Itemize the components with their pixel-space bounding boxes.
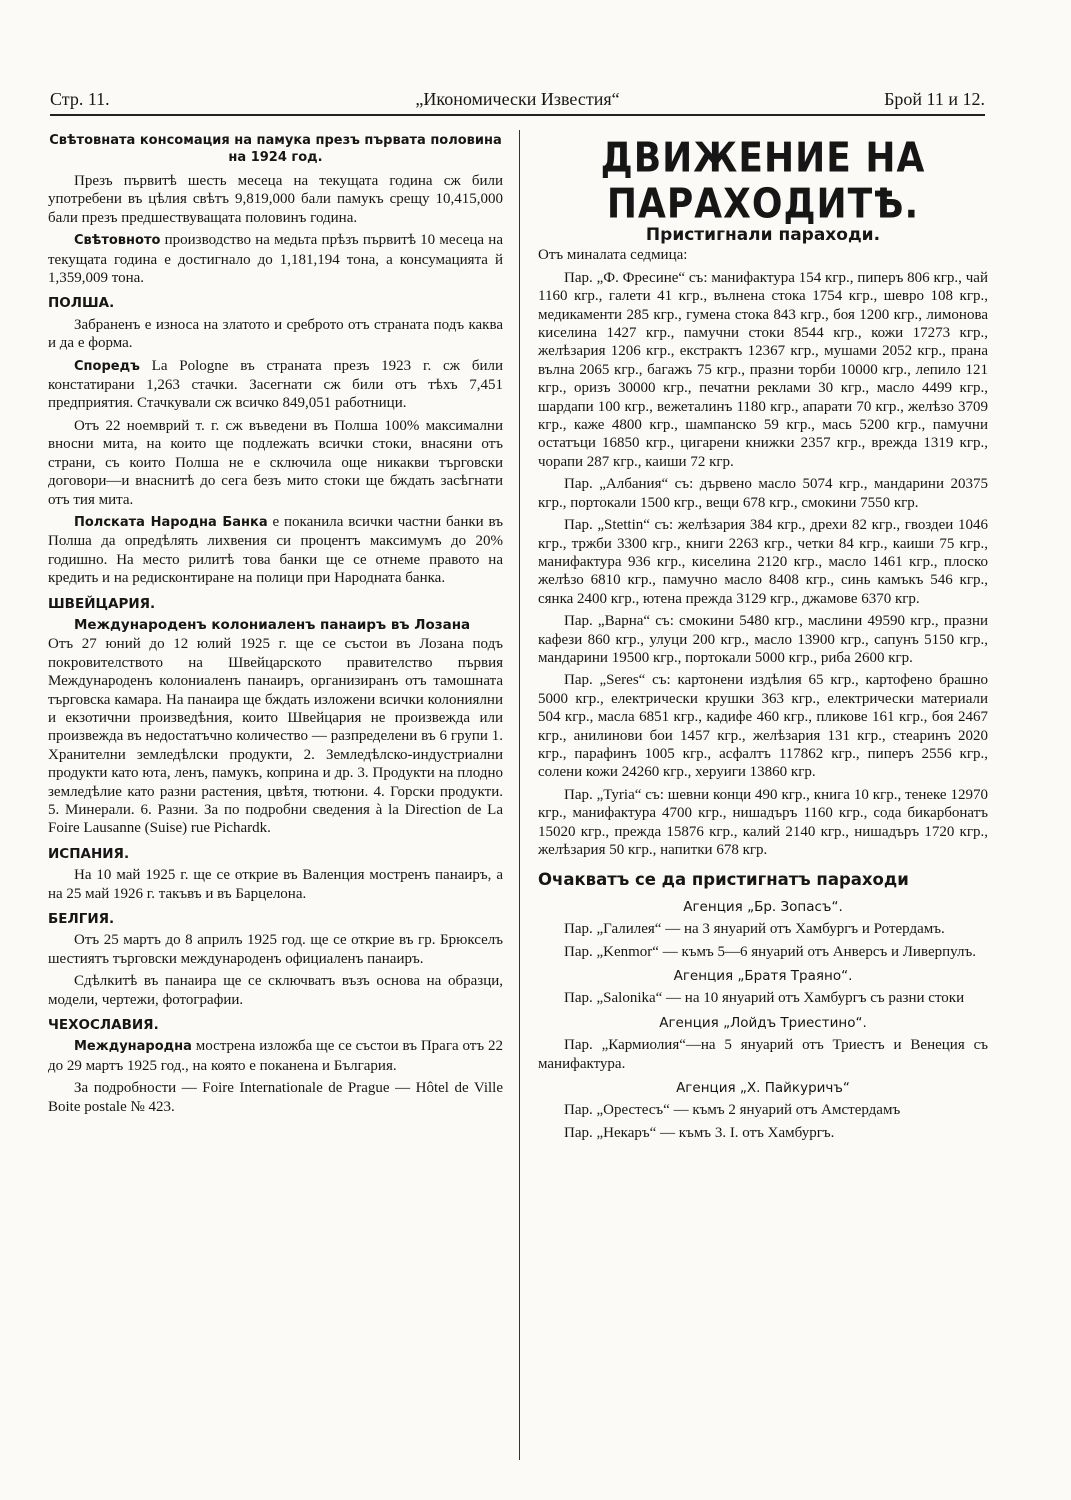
country-heading-poland: ПОЛША. [48,295,115,312]
poland-paragraph-1: Забраненъ е износа на златото и среброто отъ страната подъ каква и да е форма. [48,316,503,352]
copper-lead: Свѣтовното [74,233,161,249]
agency-heading-paykurich: Агенция „Х. Пайкуричъ“ [676,1080,850,1097]
poland-p2-lead: Споредъ [74,358,140,374]
country-heading-czechoslovakia: ЧЕХОСЛАВИЯ. [48,1017,159,1034]
poland-paragraph-4 [48,513,503,588]
page-header [50,84,985,116]
last-week-label: Отъ миналата седмица: [538,247,688,264]
belgium-paragraph-2: Сдѣлкитѣ въ панаира ще се сключватъ възъ основа на образци, модели, чертежи, фотографии. [48,973,503,1008]
expected-ships-heading: Очакватъ се да пристигнатъ параходи [538,870,909,890]
ship-entry-tyria: Пар. „Tyria“ съ: шевни конци 490 кгр., книга 10 кгр., тенеке 12970 кгр., манифактура 4700 кгр., нишадъръ 1160 кгр., сода бикарбонатъ 15020 кгр., прежда 15876 кгр., калий 2140 кгр., нишадъръ 1720 кгр., желѣзария 50 кгр., напитки 678 кгр. [538,786,988,858]
cotton-heading: Свѣтовната консомация на памука презъ първата половина на 1924 год. [49,133,502,165]
left-column [48,132,503,1470]
expected-ship-karmioliya: Пар. „Кармиолия“—на 5 януарий отъ Триестъ и Венеция съ манифактура. [538,1037,988,1072]
expected-ship-kenmor: Пар. „Kenmor“ — къмъ 5—6 януарий отъ Анверсъ и Ливерпулъ. [564,943,976,960]
ships-main-title: ДВИЖЕНИЕ НА ПАРАХОДИТѢ. [600,134,926,228]
poland-p4-text: е поканила всички частни банки въ Полша да опредѣлять лихвения си процентъ максимумъ до 20% годишно. На место рилитѣ това банки ще се отнеме правото на кредить и на редисконтиране на полици при Народната банка. [48,513,503,587]
ship-entry-stettin: Пар. „Stettin“ съ: желѣзария 384 кгр., дрехи 82 кгр., гвоздеи 1046 кгр., тржби 3300 кгр., книги 2263 кгр., четки 84 кгр., каиши 75 кгр., манифактура 936 кгр., киселина 2120 кгр., масло 1461 кгр., плоско желѣзо 6810 кгр., памучно масло 8408 кгр., синь камъкъ 546 кгр., сянка 2400 кгр., ютена прежда 3129 кгр., джамове 6370 кгр. [538,517,988,607]
newspaper-title: „Икономически Известия“ [415,89,620,109]
czech-paragraph [48,1037,503,1075]
column-divider [519,130,520,1460]
country-heading-belgium: БЕЛГИЯ. [48,911,115,928]
agency-heading-zopas: Агенция „Бр. Зопасъ“. [683,898,843,915]
arrived-ships-heading: Пристигнали параходи. [645,225,881,245]
swiss-fair-heading: Международенъ колониаленъ панаиръ въ Лозана [74,616,471,633]
page-number: Стр. 11. [50,89,110,109]
right-column [538,132,988,1470]
belgium-paragraph-1: Отъ 25 мартъ до 8 априлъ 1925 год. ще се открие въ гр. Брюкселъ шестиятъ търговски международенъ официаленъ панаиръ. [48,932,503,967]
copper-paragraph [48,231,503,287]
ship-entry-albania: Пар. „Албания“ съ: дървено масло 5074 кгр., мандарини 20375 кгр., портокали 1500 кгр., вещи 678 кгр., смокини 7550 кгр. [538,476,988,511]
cotton-paragraph: Презъ първитѣ шесть месеца на текущата година сж били употребени въ цѣлия свѣтъ 9,819,000 бали памукъ срещу 10,415,000 бали презъ предшествуващата половинъ година. [48,173,503,226]
czech-more-info: За подробности — Foire Internationale de Prague — Hôtel de Ville Boite postale № 423. [48,1080,503,1115]
issue-number: Брой 11 и 12. [884,89,985,109]
poland-p2-text: La Pologne въ страната презъ 1923 г. сж били констатирани 1,263 стачки. Засегнати сж били отъ тѣхъ 7,451 предприятия. Стачкували сж всичко 849,051 работници. [48,357,503,412]
czech-text: мострена изложба ще се състои въ Прага отъ 22 до 29 мартъ 1925 год., на която е поканена и България. [48,1038,503,1074]
expected-ship-galileya: Пар. „Галилея“ — на 3 януарий отъ Хамбургъ и Ротердамъ. [564,921,945,938]
agency-heading-trayano: Агенция „Братя Траяно“. [673,968,853,985]
ship-entry-seres: Пар. „Seres“ съ: картонени издѣлия 65 кгр., картофено брашно 5000 кгр., електрически крушки 363 кгр., електрически материали 504 кгр., масла 6851 кгр., кадифе 460 кгр., пликове 161 кгр., боя 2467 кгр., анилинови бои 1457 кгр., желѣзария 131 кгр., стеаринъ 2020 кгр., парафинъ 1005 кгр., асфалтъ 117862 кгр., пиперъ 2556 кгр., солени кожи 24260 кгр., херуиги 13860 кгр. [538,672,988,781]
agency-heading-lloyd: Агенция „Лойдъ Триестино“. [659,1014,867,1031]
expected-ship-nekar: Пар. „Некаръ“ — къмъ 3. I. отъ Хамбургъ. [564,1124,835,1141]
swiss-paragraph: Отъ 27 юний до 12 юлий 1925 г. ще се състои въ Лозана подъ покровителството на Швейцарското правителство първия Международенъ колониаленъ панаиръ, организиранъ отъ тамошната търговска камара. На панаира ще бждать изложени всички колониялни и екзотични произведѣния, които Швейцария не произвежда или произвежда въ недостатъчно количество — разпределени въ 6 групи 1. Хранителни земледѣлски продукти, 2. Земледѣлско-индустриални продукти като юта, ленъ, памукъ, коприна и др. 3. Продукти на плодно земледѣлие като разни растения, цвѣтя, тютюни. 4. Горски продукти. 5. Минерали. 6. Разни. За по подробни сведения à la Direction de La Foire Lausanne (Suise) rue Pichardk. [48,636,503,837]
expected-ship-salonika: Пар. „Salonika“ — на 10 януарий отъ Хамбургъ съ разни стоки [564,990,965,1007]
czech-lead: Международна [74,1039,192,1055]
ship-entry-fresine: Пар. „Ф. Фресине“ съ: манифактура 154 кгр., пиперъ 806 кгр., чай 1160 кгр., галети 41 кгр., вълнена стока 1754 кгр., шевро 108 кгр., медикаменти 285 кгр., гумена стока 843 кгр., боя 1200 кгр., лимонова киселина 1427 кгр., памучни стоки 8544 кгр., кожи 17273 кгр., желѣзария 1206 кгр., екстрактъ 12367 кгр., мушами 2052 кгр., прана вълна 2065 кгр., багажъ 75 кгр., празни торби 10000 кгр., лепило 121 кгр., оризъ 30000 кгр., печатни реклами 30 кгр., масло 4499 кгр., шардапи 100 кгр., вежеталинъ 1180 кгр., апарати 70 кгр., желѣзо 3709 кгр., каже 4800 кгр., шампанско 59 кгр., мась 5200 кгр., памучни остатъци 16850 кгр., цигарени книжки 2357 кгр., вреждa 1319 кгр., чорапи 287 кгр., каиши 72 кгр. [538,269,988,470]
poland-p4-lead: Полската Народна Банка [74,514,268,530]
spain-paragraph: На 10 май 1925 г. ще се открие въ Валенция мостренъ панаиръ, а на 25 май 1926 г. такъвъ и въ Барцелона. [48,867,503,902]
country-heading-spain: ИСПАНИЯ. [48,845,130,862]
poland-paragraph-3: Отъ 22 ноемврий т. г. сж въведени въ Полша 100% максимални вносни мита, на които ще подлежать всички стоки, внасяни отъ страни, съ които Полша не е сключила още никакви търговски договори—и внаснитѣ до сега безъ мито стоки ще бждать засѣгнати отъ тия мита. [48,417,503,508]
poland-paragraph-2 [48,357,503,413]
expected-ship-orestes: Пар. „Орестесъ“ — къмъ 2 януарий отъ Амстердамъ [564,1102,901,1119]
country-heading-switzerland: ШВЕЙЦАРИЯ. [48,595,156,612]
copper-text: производство на медьта прѣзъ първитѣ 10 месеца на текущата година е достигнало до 1,181,194 тона, а консумацията й 1,359,009 тона. [48,232,503,287]
ship-entry-varna: Пар. „Варна“ съ: смокини 5480 кгр., маслини 49590 кгр., празни кафези 860 кгр., улуци 200 кгр., масло 13900 кгр., сапунъ 5150 кгр., мандарини 19500 кгр., портокали 5000 кгр., риба 2600 кгр. [538,613,988,666]
